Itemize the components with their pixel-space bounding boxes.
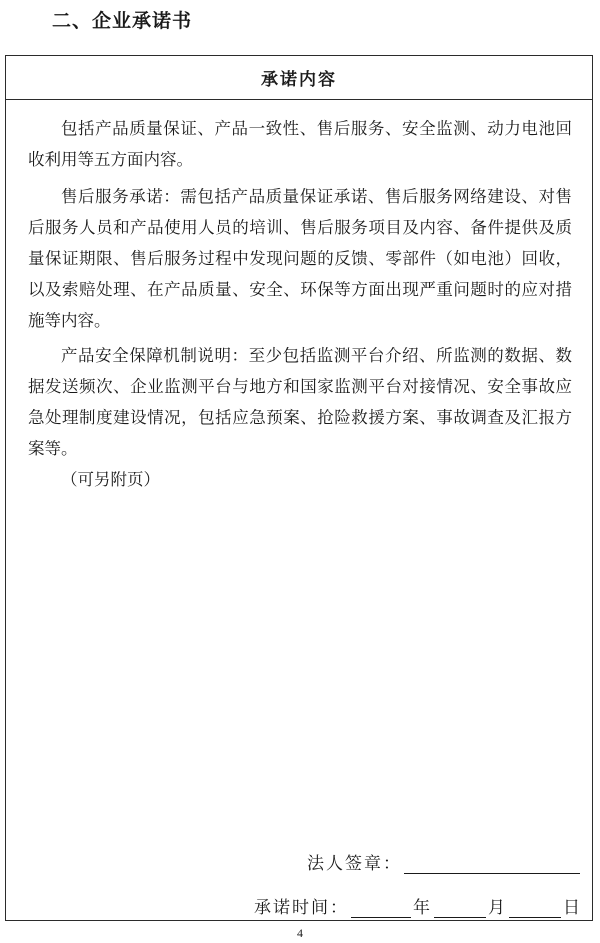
year-label: 年: [413, 898, 432, 918]
commitment-date-label: 承诺时间：: [254, 898, 349, 918]
month-line[interactable]: [434, 899, 486, 918]
year-line[interactable]: [351, 899, 411, 918]
commitment-box: [5, 55, 593, 921]
section-title: 二、企业承诺书: [52, 10, 193, 32]
legal-signature-line[interactable]: [404, 855, 580, 874]
legal-signature-label: 法人签章：: [307, 854, 402, 874]
commitment-header: [6, 56, 592, 100]
paragraph-overview: 包括产品质量保证、产品一致性、售后服务、安全监测、动力电池回收利用等五方面内容。: [28, 119, 572, 169]
page-number: 4: [297, 926, 303, 940]
month-label: 月: [488, 898, 507, 918]
commitment-header-label: 承诺内容: [261, 70, 337, 90]
day-line[interactable]: [509, 899, 561, 918]
commitment-date-row: [254, 893, 582, 918]
attachment-note: （可另附页）: [61, 470, 160, 489]
paragraph-after-sales: 售后服务承诺：需包括产品质量保证承诺、售后服务网络建设、对售后服务人员和产品使用人员的培训、售后服务项目及内容、备件提供及质量保证期限、售后服务过程中发现问题的反馈、零部件（如电池）回收，以及索赔处理、在产品质量、安全、环保等方面出现严重问题时的应对措施等内容。: [28, 187, 572, 330]
paragraph-safety-mechanism: 产品安全保障机制说明：至少包括监测平台介绍、所监测的数据、数据发送频次、企业监测平台与地方和国家监测平台对接情况、安全事故应急处理制度建设情况，包括应急预案、抢险救援方案、事故调查及汇报方案等。: [28, 346, 572, 458]
day-label: 日: [563, 898, 582, 918]
legal-signature-row: [307, 849, 582, 874]
